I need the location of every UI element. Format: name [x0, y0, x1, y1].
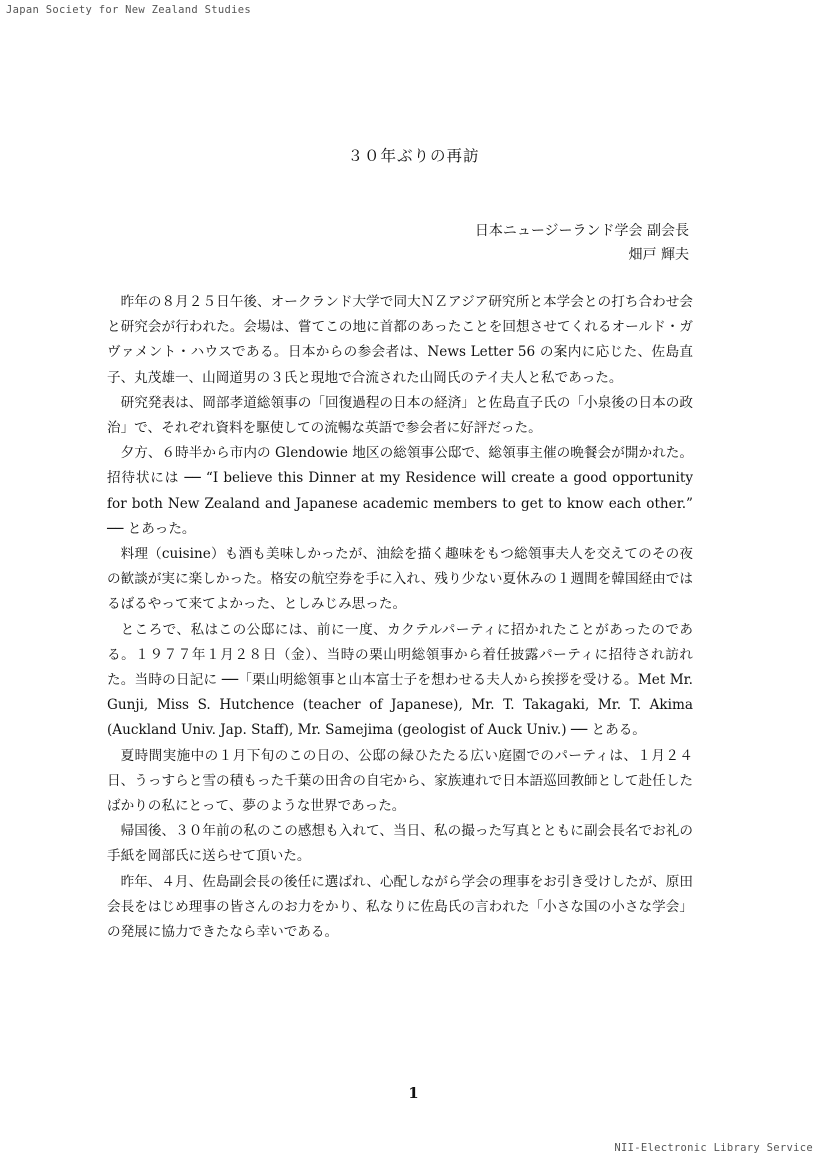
author-name: 畑戸 輝夫: [628, 247, 689, 263]
paragraph: 昨年の８月２５日午後、オークランド大学で同大ＮＺアジア研究所と本学会との打ち合わせ会と研究会が行われた。会場は、嘗てこの地に首都のあったことを回想させてくれるオールド・ガヴァメント・ハウスである。日本からの参会者は、News Letter 56 の案内に応じた、佐島直子、丸茂雄一、山岡道男の３氏と現地で合流された山岡氏のテイ夫人と私であった。: [107, 294, 693, 386]
article-title: ３０年ぶりの再訪: [347, 147, 480, 165]
article-body: [107, 290, 693, 945]
paragraph: 研究発表は、岡部孝道総領事の「回復過程の日本の経済」と佐島直子氏の「小泉後の日本の政治」で、それぞれ資料を駆使しての流暢な英語で参会者に好評だった。: [107, 394, 693, 437]
source-footer: NII-Electronic Library Service: [614, 1142, 813, 1154]
paragraph: 昨年、４月、佐島副会長の後任に選ばれ、心配しながら学会の理事をお引き受けしたが、原田会長をはじめ理事の皆さんのお力をかり、私なりに佐島氏の言われた「小さな国の小さな学会」の発展に協力できたなら幸いである。: [107, 873, 693, 941]
paragraph: ところで、私はこの公邸には、前に一度、カクテルパーティに招かれたことがあったのである。１９７７年１月２８日（金）、当時の栗山明総領事から着任披露パーティに招待され訪れた。当時の日記に ──「栗山明総領事と山本富士子を想わせる夫人から挨拶を受ける。Met Mr. Gunji, Miss S. Hutchence (teacher of Japanese), Mr. T. Takagaki, Mr. T. Akima (Auckland Univ. Jap. Staff), Mr. Samejima (geologist of Auck Univ.) ── とある。: [107, 621, 693, 739]
author-affiliation: 日本ニュージーランド学会 副会長: [474, 223, 689, 239]
author-block: [475, 219, 689, 267]
source-header: Japan Society for New Zealand Studies: [6, 4, 251, 16]
paragraph: 料理（cuisine）も酒も美味しかったが、油絵を描く趣味をもつ総領事夫人を交えてのその夜の歓談が実に楽しかった。格安の航空券を手に入れ、残り少ない夏休みの１週間を韓国経由ではるばるやって来てよかった、としみじみ思った。: [107, 546, 693, 613]
page-number: 1: [408, 1084, 419, 1102]
paragraph: 夕方、６時半から市内の Glendowie 地区の総領事公邸で、総領事主催の晩餐会が開かれた。招待状には ── “I believe this Dinner at my Residence will create a good opportunity for both New Zealand and Japanese academic members to get to know each other.” ── とあった。: [107, 445, 693, 537]
paragraph: 夏時間実施中の１月下旬のこの日の、公邸の緑ひたたる広い庭園でのパーティは、１月２４日、うっすらと雪の積もった千葉の田舎の自宅から、家族連れで日本語巡回教師として赴任したばかりの私にとって、夢のような世界であった。: [107, 747, 693, 815]
paragraph: 帰国後、３０年前の私のこの感想も入れて、当日、私の撮った写真とともに副会長名でお礼の手紙を岡部氏に送らせて頂いた。: [107, 823, 693, 865]
